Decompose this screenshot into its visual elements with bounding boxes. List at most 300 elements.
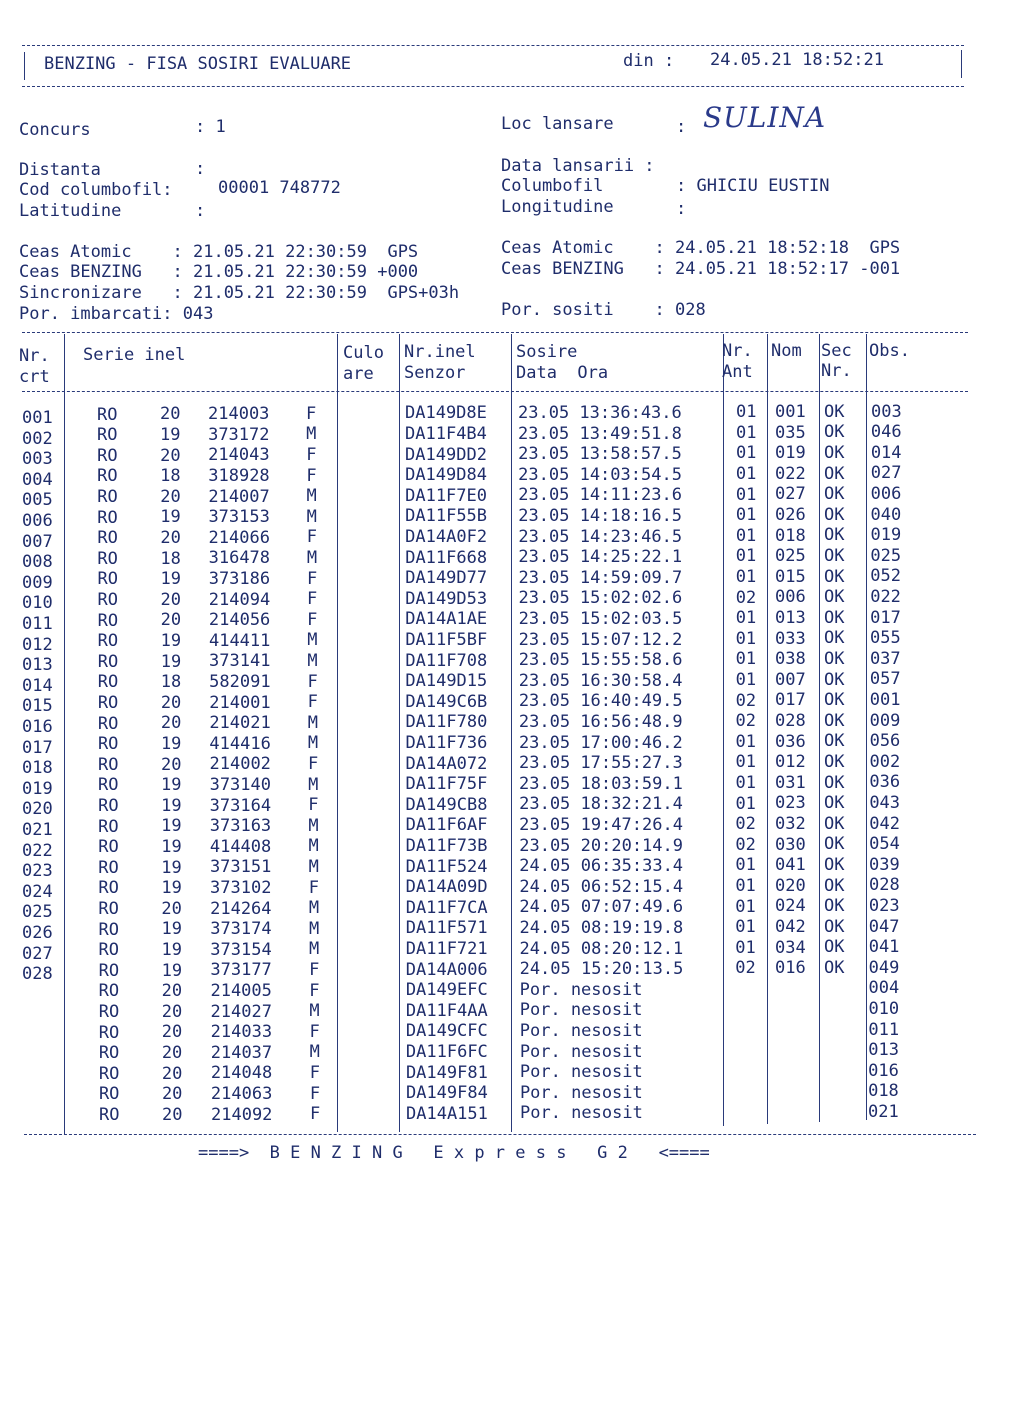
cell-ant: 01 <box>735 443 757 464</box>
cell-country: RO <box>98 919 119 940</box>
cell-obs: 054 <box>869 834 900 855</box>
cell-nr: 011 <box>22 613 53 634</box>
cell-nom: 041 <box>775 855 806 876</box>
col-header-nr: Nr. <box>19 346 50 366</box>
cell-nom: 026 <box>775 504 806 525</box>
cell-nr: 002 <box>22 428 53 449</box>
cell-arrival: 23.05 16:30:58.4 <box>518 670 683 691</box>
cell-sensor: DA11F4AA <box>405 1000 488 1021</box>
cell-ant: 01 <box>735 608 757 629</box>
cell-country: RO <box>97 404 118 425</box>
cell-nr: 008 <box>22 552 53 573</box>
cell-sec: OK <box>824 442 845 463</box>
ceas-benzing-end: Ceas BENZING : 24.05.21 18:52:17 -001 <box>501 259 901 279</box>
cell-nom: 007 <box>775 669 806 690</box>
cell-arrival: 23.05 18:03:59.1 <box>519 773 683 794</box>
cell-obs: 011 <box>868 1019 900 1040</box>
col-header-culoare-2: are <box>343 364 374 384</box>
cell-sex: F <box>308 877 319 898</box>
cell-sensor: DA11F7E0 <box>405 485 487 506</box>
cell-obs: 022 <box>870 586 901 607</box>
cell-sensor: DA149F81 <box>405 1062 488 1083</box>
cell-arrival: 23.05 16:56:48.9 <box>518 711 683 732</box>
col-header-senzor-1: Nr.inel <box>404 342 476 362</box>
cell-nom: 033 <box>775 628 806 649</box>
cell-ring: 214003 <box>208 404 270 425</box>
cell-sensor: DA11F5BF <box>405 630 488 651</box>
cell-nom: 017 <box>775 690 806 711</box>
columbofil-label: Columbofil <box>501 176 604 196</box>
cell-ring: 214264 <box>210 898 272 919</box>
sincronizare: Sincronizare : 21.05.21 22:30:59 GPS+03h <box>19 283 460 303</box>
cell-sensor: DA11F708 <box>405 650 488 671</box>
cell-year: 20 <box>160 486 181 507</box>
cell-sec: OK <box>824 422 845 443</box>
cell-arrival: 24.05 06:35:33.4 <box>519 856 684 877</box>
cell-country: RO <box>97 466 118 487</box>
cell-year: 19 <box>161 960 183 981</box>
cell-sex: M <box>306 486 317 507</box>
cell-ant: 02 <box>735 834 756 855</box>
cell-sex: M <box>309 1001 320 1022</box>
cell-arrival: Por. nesosit <box>519 1062 643 1083</box>
cell-nom: 025 <box>775 546 806 567</box>
concurs-value: : 1 <box>195 117 226 137</box>
cell-arrival: 23.05 13:58:57.5 <box>518 444 682 465</box>
cell-nom: 038 <box>775 649 806 670</box>
cell-ring: 373163 <box>209 816 272 837</box>
cell-obs: 019 <box>870 525 902 546</box>
cell-ring: 414411 <box>208 630 271 651</box>
cell-ant: 02 <box>735 814 756 835</box>
cell-obs: 013 <box>868 1040 899 1061</box>
cell-arrival: Por. nesosit <box>519 1020 643 1041</box>
cell-ring: 373153 <box>208 507 270 528</box>
cell-sensor: DA11F780 <box>405 712 488 733</box>
cell-ring: 214094 <box>208 589 271 610</box>
cell-country: RO <box>98 940 119 961</box>
ceas-benzing-start: Ceas BENZING : 21.05.21 22:30:59 +000 <box>19 262 419 282</box>
cell-ring: 373141 <box>209 651 271 672</box>
cell-arrival: 23.05 15:07:12.2 <box>518 629 683 650</box>
cell-sex: F <box>307 589 318 610</box>
cell-country: RO <box>97 693 119 714</box>
cell-sex: F <box>306 445 317 465</box>
cod-columbofil-value: 00001 748772 <box>218 178 341 198</box>
cell-sec: OK <box>824 484 845 505</box>
cell-sec: OK <box>824 793 845 814</box>
cell-nr: 015 <box>22 696 53 717</box>
cell-obs: 014 <box>870 442 902 463</box>
cell-ant: 01 <box>735 463 757 484</box>
cell-year: 19 <box>161 939 182 960</box>
col-header-sosire-2: Data Ora <box>516 363 609 383</box>
cell-nom: 020 <box>775 875 806 896</box>
loc-lansare-handwritten: SULINA <box>703 101 827 134</box>
cell-nr: 020 <box>22 799 53 820</box>
col-header-sec-2: Nr. <box>821 361 852 381</box>
cell-year: 20 <box>160 610 182 631</box>
cell-country: RO <box>98 1063 120 1084</box>
cell-ant: 01 <box>735 566 757 587</box>
cell-sex: M <box>308 815 319 836</box>
cell-obs: 057 <box>869 669 901 690</box>
table-header-rule <box>22 391 968 392</box>
cell-sec: OK <box>824 957 845 978</box>
cell-sensor: DA149DD2 <box>405 444 487 465</box>
cell-year: 19 <box>161 816 182 837</box>
cell-sec: OK <box>824 504 845 525</box>
cell-sensor: DA14A006 <box>405 959 488 980</box>
cell-sec: OK <box>824 731 845 752</box>
cod-columbofil-label: Cod columbofil: <box>19 180 173 200</box>
col-header-ant-2: Ant <box>722 362 753 382</box>
table-top-rule <box>22 332 968 333</box>
cell-sensor: DA11F524 <box>405 856 488 877</box>
cell-ring: 373177 <box>210 960 272 981</box>
col-header-culoare-1: Culo <box>343 343 384 363</box>
cell-ring: 214021 <box>209 713 271 734</box>
cell-nom: 034 <box>775 937 806 958</box>
col-header-serie: Serie inel <box>83 345 186 365</box>
cell-obs: 003 <box>871 401 902 422</box>
header-top-rule <box>22 45 964 46</box>
cell-ring: 373140 <box>209 774 271 795</box>
cell-country: RO <box>98 857 119 878</box>
porumbei-sositi: Por. sositi : 028 <box>501 300 706 320</box>
cell-nr: 024 <box>22 881 53 902</box>
cell-arrival: Por. nesosit <box>520 1103 643 1124</box>
cell-obs: 046 <box>870 422 902 443</box>
cell-obs: 010 <box>868 998 900 1019</box>
cell-ring: 214007 <box>208 486 270 507</box>
cell-sensor: DA149CFC <box>405 1021 488 1042</box>
cell-sec: OK <box>824 896 845 917</box>
cell-obs: 037 <box>869 648 901 669</box>
cell-country: RO <box>98 816 119 837</box>
cell-nr: 016 <box>22 716 53 737</box>
cell-nom: 028 <box>775 710 806 731</box>
columbofil-value: : GHICIU EUSTIN <box>676 176 830 196</box>
header-left-border <box>24 52 25 80</box>
cell-sensor: DA11F55B <box>405 506 488 527</box>
col-sep-senzor <box>511 334 512 1132</box>
cell-obs: 017 <box>870 607 901 628</box>
cell-arrival: Por. nesosit <box>519 979 643 1000</box>
header-bottom-rule <box>22 86 964 87</box>
cell-sex: M <box>307 651 318 671</box>
header-right-border <box>961 50 962 78</box>
cell-ant: 01 <box>735 649 757 670</box>
cell-sec: OK <box>824 916 845 937</box>
cell-nom: 032 <box>775 813 806 834</box>
cell-ring: 214033 <box>210 1022 273 1043</box>
cell-sex: F <box>308 754 319 774</box>
cell-arrival: 24.05 07:07:49.6 <box>519 897 684 918</box>
cell-sex: M <box>308 857 319 877</box>
cell-country: RO <box>98 1022 120 1043</box>
cell-arrival: 23.05 14:59:09.7 <box>518 567 683 588</box>
cell-obs: 036 <box>869 772 901 793</box>
cell-sec: OK <box>824 813 845 834</box>
cell-obs: 027 <box>870 463 902 484</box>
cell-nom: 018 <box>775 525 806 546</box>
cell-sex: F <box>306 568 318 589</box>
cell-ring: 414408 <box>209 836 272 857</box>
cell-nom: 016 <box>775 958 806 979</box>
longitudine-value: : <box>676 199 687 219</box>
cell-country: RO <box>98 878 119 899</box>
cell-ring: 214092 <box>211 1104 273 1125</box>
cell-ring: 214027 <box>210 1001 272 1022</box>
cell-country: RO <box>97 610 119 631</box>
cell-country: RO <box>97 672 119 693</box>
cell-nr: 027 <box>22 943 53 964</box>
cell-ant: 02 <box>735 958 756 979</box>
cell-arrival: 23.05 20:20:14.9 <box>519 835 683 856</box>
cell-year: 19 <box>161 857 182 878</box>
cell-sex: M <box>308 898 320 919</box>
cell-ant: 01 <box>735 772 756 793</box>
cell-arrival: 23.05 15:55:58.6 <box>518 650 683 671</box>
cell-year: 19 <box>161 878 182 899</box>
longitudine-label: Longitudine <box>501 197 614 217</box>
cell-ring: 214063 <box>210 1083 273 1104</box>
cell-ant: 01 <box>735 669 757 690</box>
cell-arrival: 24.05 08:20:12.1 <box>519 938 684 959</box>
cell-country: RO <box>99 1105 120 1126</box>
cell-nr: 017 <box>22 737 53 758</box>
cell-arrival: 23.05 18:32:21.4 <box>519 794 683 815</box>
cell-obs: 042 <box>869 813 900 834</box>
cell-obs: 023 <box>868 895 900 916</box>
cell-ant: 01 <box>735 896 756 917</box>
data-lansarii-label: Data lansarii : <box>501 156 655 176</box>
cell-sec: OK <box>824 607 845 628</box>
cell-nom: 027 <box>775 484 806 505</box>
cell-nom: 024 <box>775 896 806 917</box>
cell-sex: F <box>307 692 318 713</box>
cell-nom: 006 <box>775 587 806 608</box>
cell-country: RO <box>97 651 119 672</box>
cell-sex: M <box>306 548 318 568</box>
cell-sensor: DA149C6B <box>405 691 488 712</box>
porumbei-imbarcati: Por. imbarcati: 043 <box>19 304 214 324</box>
cell-year: 20 <box>161 754 182 775</box>
cell-arrival: 24.05 08:19:19.8 <box>519 917 684 938</box>
cell-sensor: DA11F7CA <box>405 897 488 918</box>
cell-year: 19 <box>160 733 182 754</box>
cell-ant: 01 <box>735 484 757 505</box>
cell-sex: F <box>308 795 319 816</box>
cell-obs: 021 <box>868 1101 899 1122</box>
cell-year: 19 <box>160 569 181 590</box>
cell-year: 19 <box>160 630 182 651</box>
cell-nr: 012 <box>22 634 53 655</box>
cell-nr: 005 <box>22 490 53 511</box>
cell-sex: M <box>308 836 319 857</box>
cell-ring: 214056 <box>208 610 271 631</box>
col-sep-nom <box>819 334 820 1122</box>
distanta-label: Distanta <box>19 160 101 180</box>
cell-sex: F <box>309 960 320 980</box>
cell-year: 20 <box>162 1104 183 1125</box>
col-header-ant-1: Nr. <box>722 341 753 361</box>
cell-nr: 026 <box>22 922 53 943</box>
cell-sensor: DA11F571 <box>405 918 488 939</box>
col-sep-ant <box>767 334 768 1124</box>
cell-sex: F <box>306 465 317 486</box>
ceas-atomic-start: Ceas Atomic : 21.05.21 22:30:59 GPS <box>19 242 419 262</box>
cell-ant: 01 <box>735 525 757 546</box>
cell-sec: OK <box>824 834 845 855</box>
cell-nr: 018 <box>22 758 53 779</box>
cell-sensor: DA14A151 <box>406 1103 488 1124</box>
cell-ant: 02 <box>735 690 757 711</box>
cell-year: 20 <box>161 1022 183 1043</box>
cell-nom: 031 <box>775 772 806 793</box>
cell-obs: 009 <box>869 710 901 731</box>
cell-country: RO <box>97 548 118 569</box>
cell-sex: M <box>309 939 320 960</box>
cell-year: 20 <box>161 1063 183 1084</box>
cell-arrival: 24.05 06:52:15.4 <box>519 876 684 897</box>
table-bottom-rule <box>24 1134 976 1135</box>
concurs-label: Concurs <box>19 120 91 140</box>
cell-sensor: DA149D84 <box>405 465 487 486</box>
cell-year: 20 <box>161 981 183 1002</box>
cell-sensor: DA149D77 <box>405 568 488 589</box>
cell-sensor: DA11F75F <box>405 774 488 795</box>
cell-country: RO <box>98 754 119 775</box>
cell-year: 20 <box>161 1001 183 1022</box>
cell-country: RO <box>97 445 118 466</box>
cell-ring: 214066 <box>208 527 270 548</box>
col-header-sec-1: Sec <box>821 341 852 361</box>
col-header-senzor-2: Senzor <box>404 363 466 383</box>
cell-sex: M <box>308 774 319 795</box>
cell-country: RO <box>97 569 118 590</box>
cell-sensor: DA14A09D <box>405 877 488 898</box>
cell-sec: OK <box>824 545 845 566</box>
cell-ant: 01 <box>735 917 756 938</box>
cell-ant: 01 <box>735 937 756 958</box>
cell-year: 19 <box>161 795 182 816</box>
cell-sec: OK <box>824 401 845 422</box>
cell-year: 20 <box>161 1084 183 1105</box>
cell-sensor: DA11F721 <box>405 939 488 960</box>
col-sep-culoare <box>399 334 400 1132</box>
cell-sex: M <box>309 1042 320 1063</box>
cell-nom: 001 <box>775 401 806 422</box>
cell-country: RO <box>97 528 118 549</box>
report-title: BENZING - FISA SOSIRI EVALUARE <box>44 54 352 74</box>
cell-nr: 009 <box>22 572 53 593</box>
cell-obs: 040 <box>870 504 902 525</box>
cell-nr: 021 <box>22 819 53 840</box>
cell-ant: 01 <box>735 731 756 752</box>
cell-arrival: Por. nesosit <box>519 1041 643 1062</box>
cell-nr: 014 <box>22 675 53 696</box>
cell-year: 18 <box>160 672 182 693</box>
cell-obs: 047 <box>868 916 900 937</box>
cell-year: 19 <box>160 424 181 445</box>
cell-nr: 010 <box>22 593 53 614</box>
cell-nr: 025 <box>22 902 53 923</box>
cell-obs: 056 <box>869 731 901 752</box>
cell-ant: 01 <box>735 855 756 876</box>
col-sep-sec <box>866 334 867 1120</box>
cell-ring: 214043 <box>208 445 270 466</box>
cell-sec: OK <box>824 751 845 772</box>
cell-year: 19 <box>160 507 181 528</box>
cell-country: RO <box>98 796 119 817</box>
cell-sec: OK <box>824 566 845 587</box>
col-sep-sosire <box>723 334 724 1126</box>
cell-country: RO <box>97 734 119 755</box>
ceas-atomic-end: Ceas Atomic : 24.05.21 18:52:18 GPS <box>501 238 901 258</box>
cell-arrival: Por. nesosit <box>519 1082 643 1103</box>
cell-sec: OK <box>824 710 845 731</box>
cell-ring: 214048 <box>210 1063 273 1084</box>
report-date-value: 24.05.21 18:52:21 <box>710 50 884 70</box>
cell-ring: 318928 <box>208 465 270 486</box>
cell-obs: 025 <box>870 545 902 566</box>
cell-year: 18 <box>160 466 181 487</box>
cell-nom: 036 <box>775 731 806 752</box>
cell-year: 20 <box>160 692 182 713</box>
cell-obs: 001 <box>869 689 901 710</box>
cell-ring: 214001 <box>209 692 271 713</box>
cell-ring: 582091 <box>209 671 271 692</box>
cell-sec: OK <box>824 463 845 484</box>
cell-obs: 041 <box>868 937 900 958</box>
cell-arrival: 23.05 13:36:43.6 <box>518 402 682 423</box>
cell-country: RO <box>97 487 118 508</box>
cell-sensor: DA11F6AF <box>405 815 488 836</box>
cell-ring: 373172 <box>208 424 270 445</box>
cell-ring: 214002 <box>209 754 271 775</box>
cell-ring: 214037 <box>210 1042 273 1063</box>
cell-sec: OK <box>824 875 845 896</box>
cell-ant: 02 <box>735 711 757 732</box>
cell-nr: 001 <box>22 407 53 428</box>
cell-year: 20 <box>160 404 181 425</box>
footer-banner: ====> B E N Z I N G E x p r e s s G 2 <==== <box>198 1143 710 1163</box>
cell-nom: 023 <box>775 793 806 814</box>
cell-ant: 01 <box>735 793 756 814</box>
cell-sec: OK <box>824 669 845 690</box>
col-header-crt: crt <box>19 367 50 387</box>
cell-ring: 316478 <box>208 548 271 569</box>
cell-sex: M <box>307 630 318 651</box>
cell-arrival: 23.05 14:23:46.5 <box>518 526 683 547</box>
cell-nr: 019 <box>22 778 53 799</box>
cell-sec: OK <box>824 772 845 793</box>
cell-ring: 414416 <box>209 733 271 754</box>
col-header-nom: Nom <box>771 341 802 361</box>
cell-sec: OK <box>824 648 845 669</box>
cell-obs: 002 <box>869 751 901 772</box>
cell-obs: 028 <box>868 875 900 896</box>
cell-sec: OK <box>824 587 845 608</box>
cell-arrival: 23.05 14:03:54.5 <box>518 464 682 485</box>
cell-sensor: DA11F6FC <box>405 1042 488 1063</box>
cell-sensor: DA149F84 <box>405 1083 488 1104</box>
cell-ring: 373164 <box>209 795 272 816</box>
cell-sex: M <box>307 733 319 754</box>
cell-nr: 004 <box>22 469 53 490</box>
